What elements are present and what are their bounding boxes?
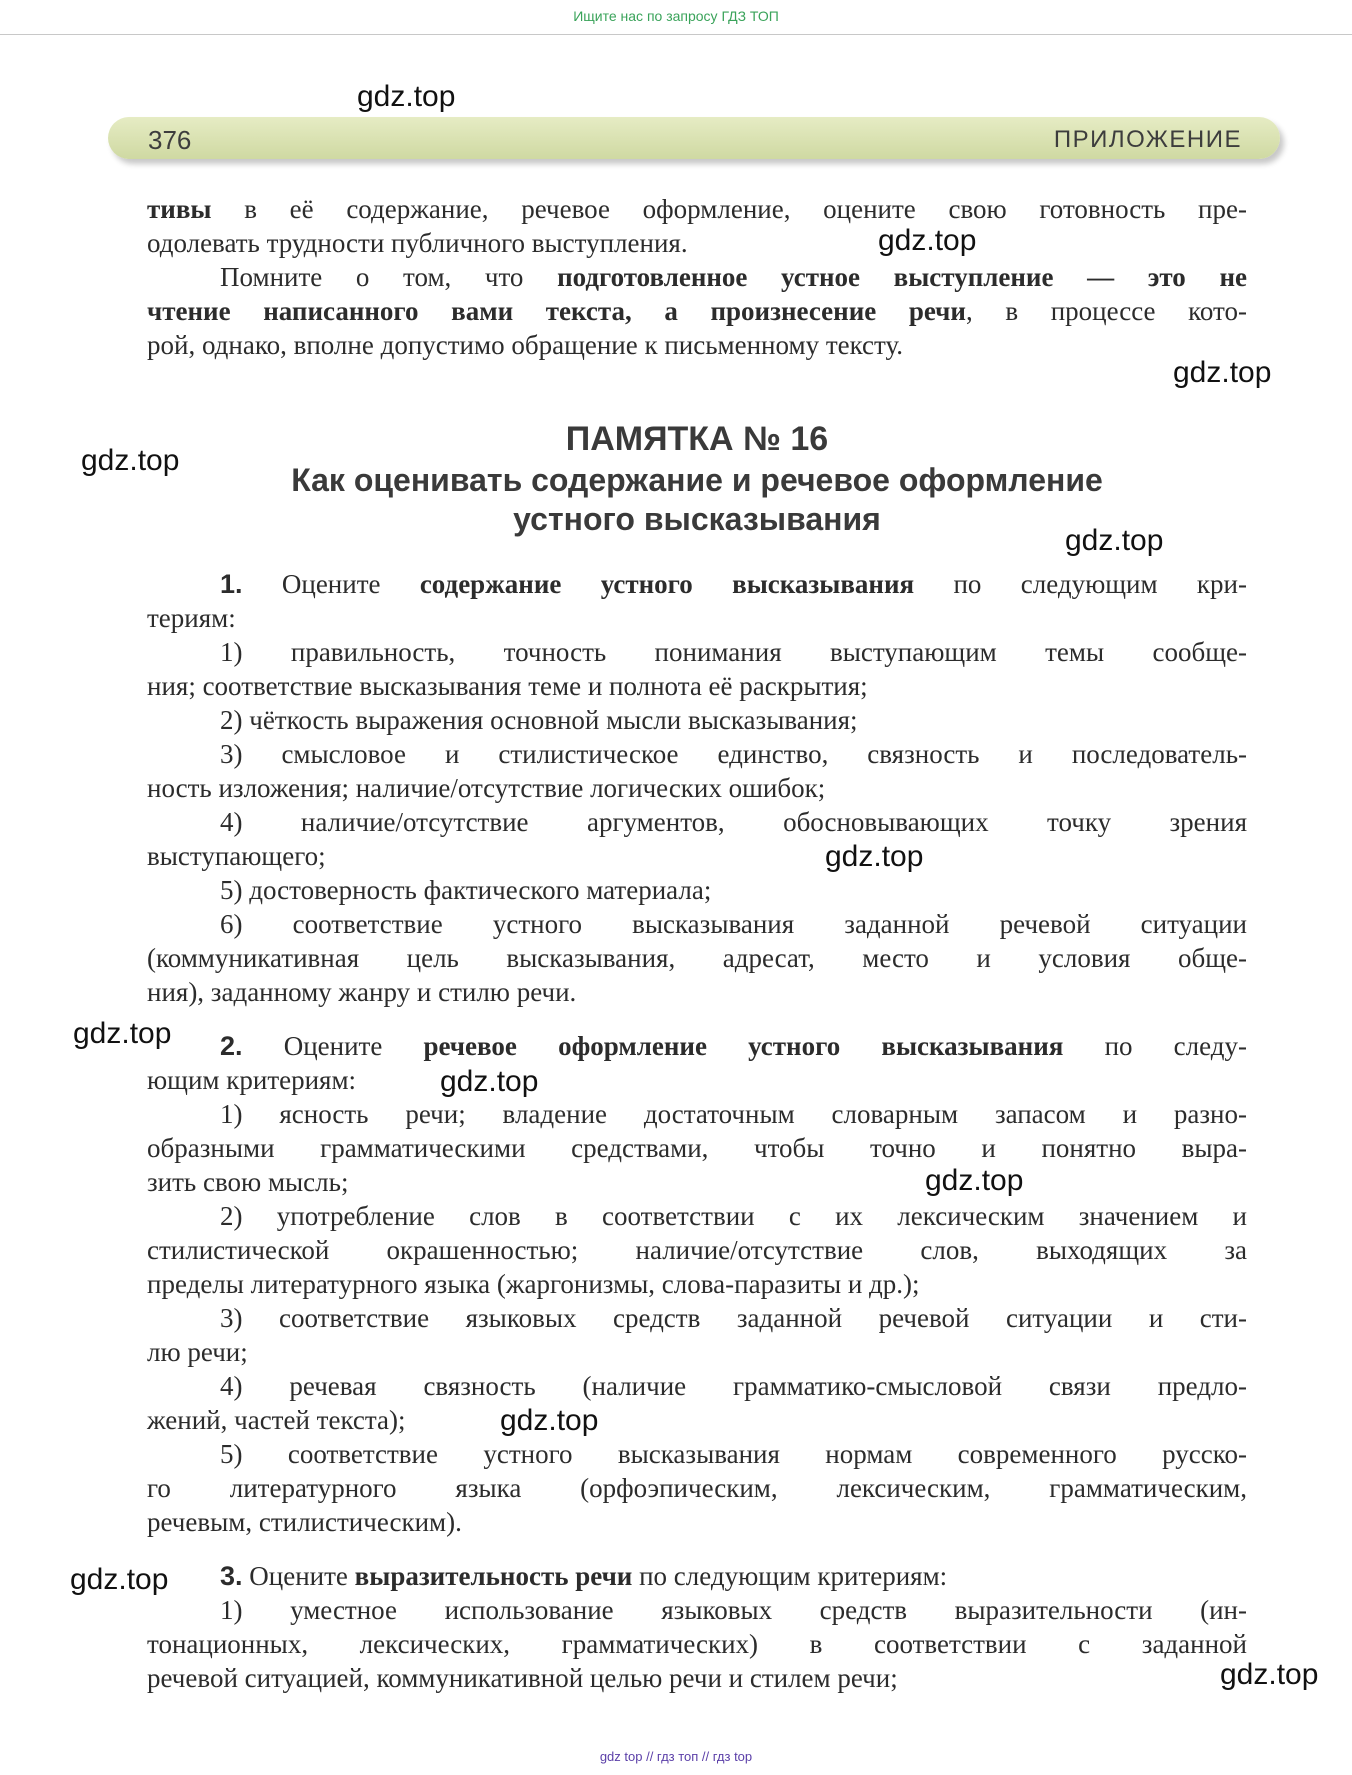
section-title: ПРИЛОЖЕНИЕ: [1053, 126, 1242, 153]
intro-line-4: чтение написанного вами текста, а произнесение речи, в процессе кото-: [147, 296, 1247, 326]
section2-heading: 2. Оцените речевое оформление устного высказывания по следу-: [220, 1031, 1247, 1061]
section2-line: образными грамматическими средствами, чтобы точно и понятно выра-: [147, 1133, 1247, 1163]
section3-line: 1) уместное использование языковых средств выразительности (ин-: [220, 1595, 1247, 1625]
section1-heading-cont: териям:: [147, 603, 236, 633]
page-header-band: [108, 117, 1280, 159]
top-notice: Ищите нас по запросу ГДЗ ТОП: [573, 8, 779, 24]
watermark: gdz.top: [70, 1563, 169, 1596]
intro-line-1: тивы в её содержание, речевое оформление, оцените свою готовность пре-: [147, 194, 1247, 224]
intro-line-3: Помните о том, что подготовленное устное выступление — это не: [220, 262, 1247, 292]
watermark: gdz.top: [440, 1065, 539, 1098]
section2-line: 3) соответствие языковых средств заданной речевой ситуации и сти-: [220, 1303, 1247, 1333]
section1-line: 1) правильность, точность понимания выступающим темы сообще-: [220, 637, 1247, 667]
intro-line-5: рой, однако, вполне допустимо обращение к письменному тексту.: [147, 330, 904, 360]
section2-line: стилистической окрашенностью; наличие/отсутствие слов, выходящих за: [147, 1235, 1247, 1265]
section2-line: речевым, стилистическим).: [147, 1507, 462, 1537]
watermark: gdz.top: [81, 444, 180, 477]
memo-heading: ПАМЯТКА № 16: [565, 420, 829, 458]
watermark: gdz.top: [1065, 524, 1164, 557]
section3-heading: 3. Оцените выразительность речи по следующим критериям:: [220, 1561, 948, 1591]
intro-line-2: одолевать трудности публичного выступления.: [147, 228, 688, 258]
section1-line: 4) наличие/отсутствие аргументов, обосновывающих точку зрения: [220, 807, 1247, 837]
watermark: gdz.top: [825, 840, 924, 873]
section1-line: 6) соответствие устного высказывания заданной речевой ситуации: [220, 909, 1247, 939]
section2-heading-cont: ющим критериям:: [147, 1065, 357, 1095]
section1-line: (коммуникативная цель высказывания, адресат, место и условия обще-: [147, 943, 1247, 973]
watermark: gdz.top: [878, 224, 977, 257]
memo-subtitle-2: устного высказывания: [513, 501, 881, 537]
section2-line: лю речи;: [147, 1337, 248, 1367]
page-number: 376: [148, 125, 192, 155]
watermark: gdz.top: [357, 80, 456, 113]
section2-line: зить свою мысль;: [147, 1167, 349, 1197]
section1-line: ния), заданному жанру и стилю речи.: [147, 977, 577, 1007]
footer-links: gdz top // гдз топ // гдз top: [599, 1749, 753, 1764]
watermark: gdz.top: [73, 1017, 172, 1050]
section1-line: выступающего;: [147, 841, 326, 871]
section1-line: 3) смысловое и стилистическое единство, связность и последователь-: [220, 739, 1247, 769]
section2-line: жений, частей текста);: [147, 1405, 406, 1435]
section2-line: 1) ясность речи; владение достаточным словарным запасом и разно-: [220, 1099, 1247, 1129]
watermark: gdz.top: [500, 1404, 599, 1437]
section2-line: 4) речевая связность (наличие грамматико-смысловой связи предло-: [220, 1371, 1247, 1401]
memo-subtitle-1: Как оценивать содержание и речевое оформление: [291, 462, 1103, 498]
section2-line: го литературного языка (орфоэпическим, лексическим, грамматическим,: [147, 1473, 1247, 1503]
watermark: gdz.top: [925, 1164, 1024, 1197]
section3-line: речевой ситуацией, коммуникативной целью речи и стилем речи;: [147, 1663, 898, 1693]
top-notice-bar: [0, 0, 1352, 35]
section1-line: ность изложения; наличие/отсутствие логических ошибок;: [147, 773, 826, 803]
section1-line: 2) чёткость выражения основной мысли высказывания;: [220, 705, 858, 735]
watermark: gdz.top: [1173, 356, 1272, 389]
section3-line: тонационных, лексических, грамматических) в соответствии с заданной: [147, 1629, 1247, 1659]
section1-heading: 1. Оцените содержание устного высказывания по следующим кри-: [220, 569, 1247, 599]
section1-line: 5) достоверность фактического материала;: [220, 875, 712, 905]
section2-line: 2) употребление слов в соответствии с их лексическим значением и: [220, 1201, 1247, 1231]
section1-line: ния; соответствие высказывания теме и полнота её раскрытия;: [147, 671, 868, 701]
watermark: gdz.top: [1220, 1658, 1319, 1691]
section2-line: пределы литературного языка (жаргонизмы, слова-паразиты и др.);: [147, 1269, 920, 1299]
section2-line: 5) соответствие устного высказывания нормам современного русско-: [220, 1439, 1247, 1469]
